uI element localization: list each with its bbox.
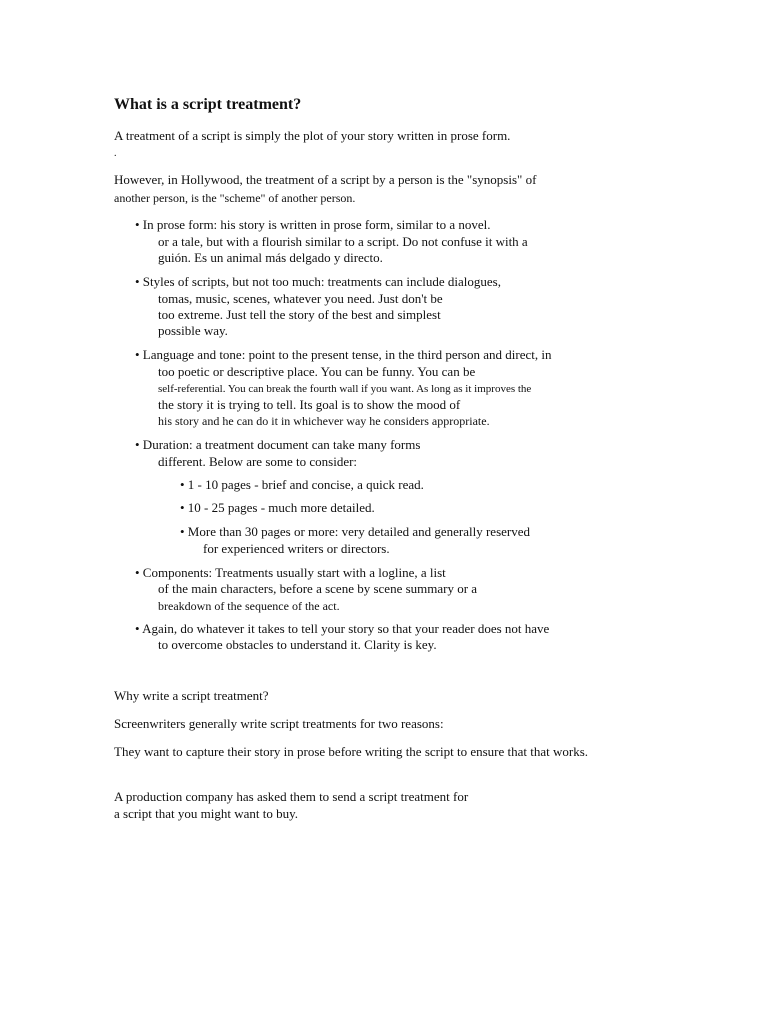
- hollywood-paragraph-line-2: another person, is the "scheme" of another person.: [114, 191, 356, 205]
- sub-bullet-30-pages-line-2: for experienced writers or directors.: [203, 541, 390, 556]
- bullet-styles-line-4: possible way.: [158, 323, 228, 338]
- bullet-duration: • Duration: a treatment document can take many forms: [135, 437, 421, 452]
- sub-bullet-30-pages: • More than 30 pages or more: very detailed and generally reserved: [180, 524, 530, 539]
- why-paragraph-3-line-2: a script that you might want to buy.: [114, 806, 299, 821]
- bullet-language-line-5: his story and he can do it in whichever way he considers appropriate.: [158, 414, 490, 428]
- intro-dot: .: [114, 148, 117, 159]
- bullet-styles: • Styles of scripts, but not too much: treatments can include dialogues,: [135, 274, 501, 289]
- bullet-language: • Language and tone: point to the present tense, in the third person and direct, in: [135, 347, 552, 362]
- bullet-again: • Again, do whatever it takes to tell your story so that your reader does not have: [135, 621, 550, 636]
- bullet-language-line-2: too poetic or descriptive place. You can be funny. You can be: [158, 364, 476, 379]
- bullet-styles-line-2: tomas, music, scenes, whatever you need. Just don't be: [158, 291, 443, 306]
- bullet-components-line-2: of the main characters, before a scene by scene summary or a: [158, 581, 478, 596]
- section-heading-why: Why write a script treatment?: [114, 688, 269, 703]
- bullet-language-line-3: self-referential. You can break the fourth wall if you want. As long as it improves the: [158, 383, 532, 395]
- sub-bullet-1-10-pages: • 1 - 10 pages - brief and concise, a quick read.: [180, 477, 424, 492]
- bullet-duration-line-2: different. Below are some to consider:: [158, 454, 358, 469]
- why-paragraph-2: They want to capture their story in prose before writing the script to ensure that that works.: [114, 744, 589, 759]
- hollywood-paragraph-line-1: However, in Hollywood, the treatment of a script by a person is the "synopsis" of: [114, 172, 537, 187]
- bullet-prose-form-line-2: or a tale, but with a flourish similar to a script. Do not confuse it with a: [158, 234, 528, 249]
- bullet-styles-line-3: too extreme. Just tell the story of the best and simplest: [158, 307, 441, 322]
- why-paragraph-1: Screenwriters generally write script treatments for two reasons:: [114, 716, 444, 731]
- bullet-language-line-4: the story it is trying to tell. Its goal is to show the mood of: [158, 397, 461, 412]
- bullet-again-line-2: to overcome obstacles to understand it. Clarity is key.: [158, 637, 437, 652]
- intro-paragraph: A treatment of a script is simply the plot of your story written in prose form.: [114, 128, 511, 143]
- page-title: What is a script treatment?: [114, 96, 302, 113]
- bullet-components-line-3: breakdown of the sequence of the act.: [158, 599, 340, 613]
- bullet-components: • Components: Treatments usually start with a logline, a list: [135, 565, 446, 580]
- bullet-prose-form: • In prose form: his story is written in prose form, similar to a novel.: [135, 217, 491, 232]
- why-paragraph-3-line-1: A production company has asked them to send a script treatment for: [114, 789, 469, 804]
- sub-bullet-10-25-pages: • 10 - 25 pages - much more detailed.: [180, 500, 375, 515]
- bullet-prose-form-line-3: guión. Es un animal más delgado y directo.: [158, 250, 383, 265]
